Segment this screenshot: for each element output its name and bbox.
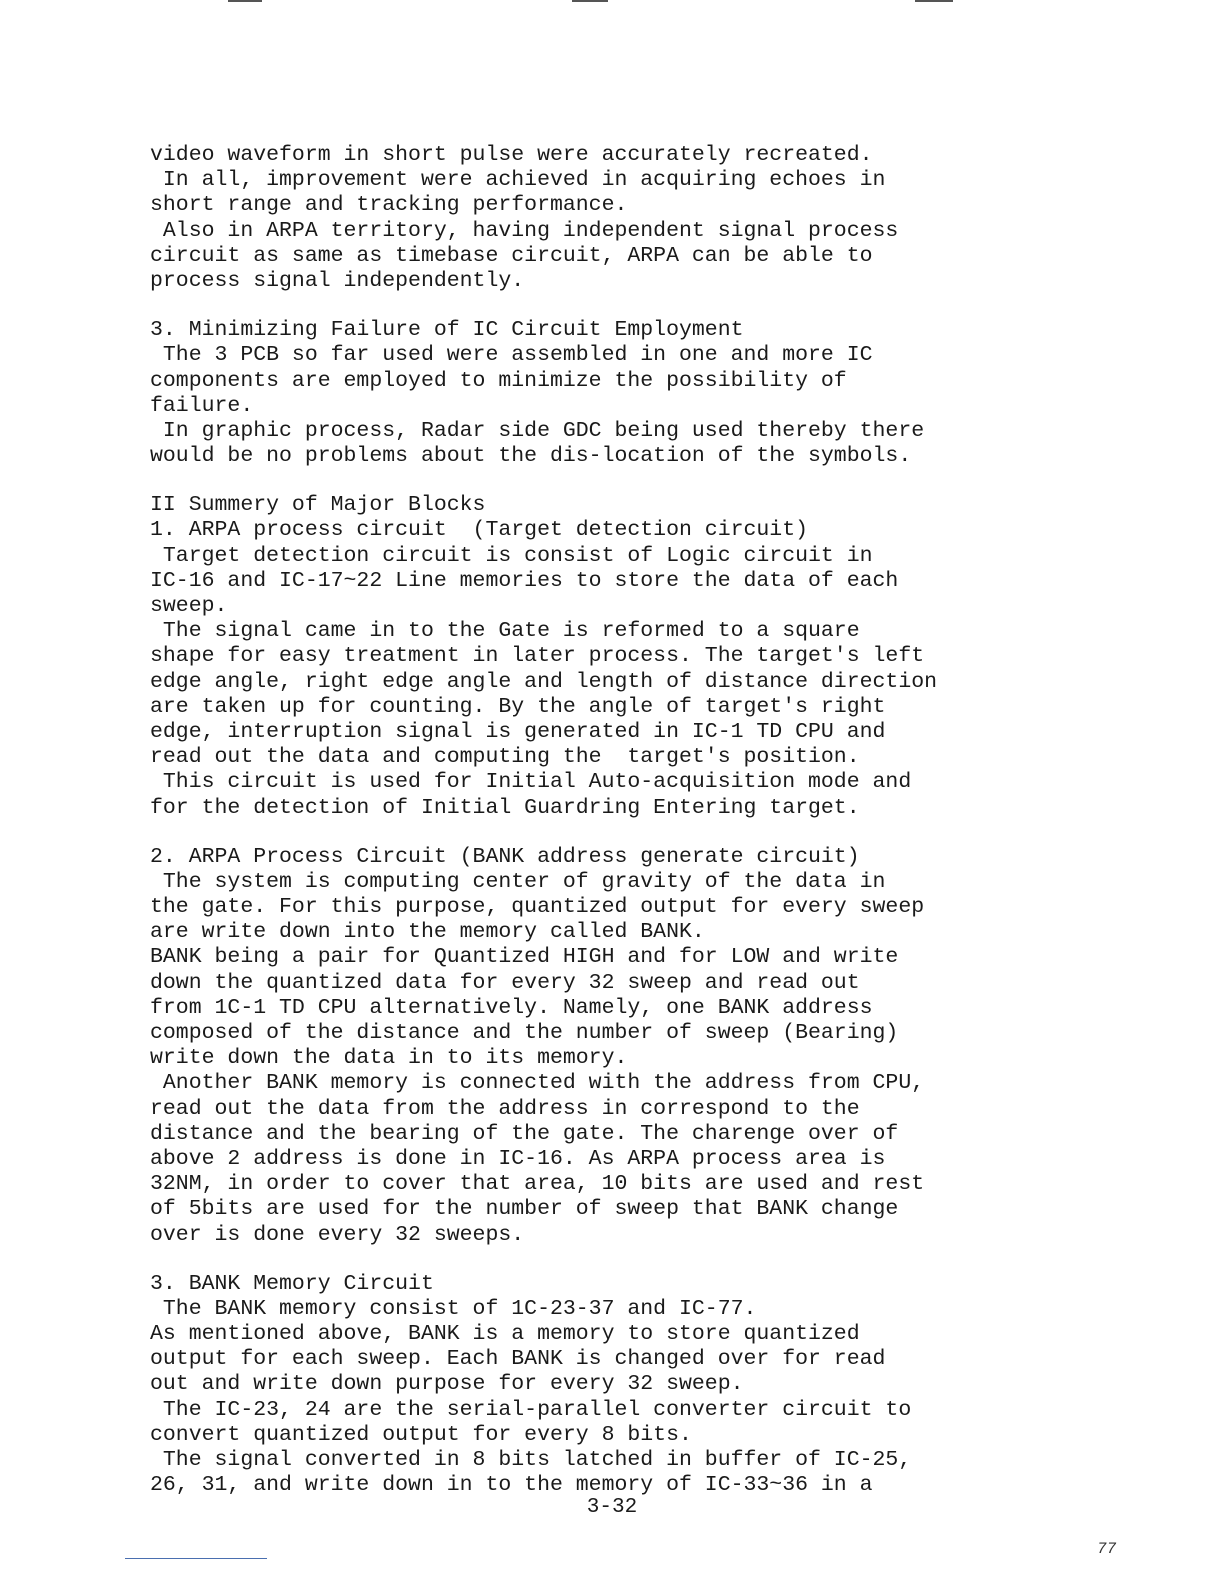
paragraph-gap <box>150 294 1160 318</box>
text-line: 1. ARPA process circuit (Target detection circuit) <box>150 518 809 543</box>
text-line: 3. Minimizing Failure of IC Circuit Employment <box>150 318 744 343</box>
text-line: Another BANK memory is connected with the address from CPU, <box>150 1071 925 1096</box>
text-line: The system is computing center of gravity of the data in <box>150 869 886 894</box>
paragraph-gap <box>150 469 1160 493</box>
text-line: II Summery of Major Blocks <box>150 493 486 518</box>
text-line: of 5bits are used for the number of sweep that BANK change <box>150 1197 899 1222</box>
text-line: Target detection circuit is consist of Logic circuit in <box>150 543 873 568</box>
text-line: edge, interruption signal is generated in IC-1 TD CPU and <box>150 719 886 744</box>
text-line: shape for easy treatment in later process. The target's left <box>150 644 925 669</box>
text-line: 32NM, in order to cover that area, 10 bits are used and rest <box>150 1172 925 1197</box>
text-line: This circuit is used for Initial Auto-acquisition mode and <box>150 770 912 795</box>
text-line: from 1C-1 TD CPU alternatively. Namely, one BANK address <box>150 995 873 1020</box>
text-line: write down the data in to its memory. <box>150 1046 628 1071</box>
paragraph <box>150 143 1160 294</box>
text-line: In all, improvement were achieved in acquiring echoes in <box>150 168 886 193</box>
scan-mark-right <box>915 0 953 2</box>
text-line: As mentioned above, BANK is a memory to store quantized <box>150 1322 860 1347</box>
page-number: 3-32 <box>586 1496 638 1519</box>
text-line: are write down into the memory called BANK. <box>150 920 705 945</box>
text-line: BANK being a pair for Quantized HIGH and for LOW and write <box>150 945 899 970</box>
text-line: In graphic process, Radar side GDC being used thereby there <box>150 418 925 443</box>
text-line: video waveform in short pulse were accurately recreated. <box>150 143 873 167</box>
text-line: down the quantized data for every 32 sweep and read out <box>150 970 860 995</box>
text-line: read out the data and computing the target's position. <box>150 745 860 770</box>
text-line: The IC-23, 24 are the serial-parallel converter circuit to <box>150 1397 912 1422</box>
paragraph <box>150 493 1160 820</box>
text-line: output for each sweep. Each BANK is changed over for read <box>150 1347 886 1372</box>
text-line: The signal came in to the Gate is reformed to a square <box>150 619 860 644</box>
text-line: process signal independently. <box>150 268 525 293</box>
scan-mark-left <box>228 0 262 2</box>
scan-mark-center <box>572 0 608 2</box>
paragraph-gap <box>150 1248 1160 1272</box>
text-line: components are employed to minimize the possibility of <box>150 368 847 393</box>
text-line: would be no problems about the dis-location of the symbols. <box>150 444 912 469</box>
text-line: 2. ARPA Process Circuit (BANK address generate circuit) <box>150 844 860 869</box>
text-line: edge angle, right edge angle and length of distance direction <box>150 669 938 694</box>
text-line: 3. BANK Memory Circuit <box>150 1271 434 1296</box>
text-line: the gate. For this purpose, quantized output for every sweep <box>150 895 925 920</box>
text-line: short range and tracking performance. <box>150 193 628 218</box>
text-line: above 2 address is done in IC-16. As ARPA process area is <box>150 1146 886 1171</box>
corner-handwritten-note: 77 <box>1097 1540 1117 1558</box>
text-line: composed of the distance and the number of sweep (Bearing) <box>150 1021 899 1045</box>
text-line: IC-16 and IC-17~22 Line memories to store the data of each <box>150 568 899 593</box>
text-line: are taken up for counting. By the angle of target's right <box>150 694 886 719</box>
paragraph-gap <box>150 821 1160 845</box>
paragraph <box>150 1272 1160 1499</box>
text-line: The signal converted in 8 bits latched in buffer of IC-25, <box>150 1448 912 1472</box>
document-body <box>150 143 1160 1498</box>
underline-mark <box>125 1558 267 1559</box>
text-line: Also in ARPA territory, having independent signal process <box>150 218 899 243</box>
text-line: sweep. <box>150 594 228 618</box>
text-line: 26, 31, and write down in to the memory of IC-33~36 in a <box>150 1473 873 1498</box>
text-line: The 3 PCB so far used were assembled in one and more IC <box>150 343 873 368</box>
text-line: circuit as same as timebase circuit, ARPA can be able to <box>150 243 873 268</box>
text-line: failure. <box>150 393 254 418</box>
paragraph <box>150 318 1160 469</box>
text-line: convert quantized output for every 8 bits. <box>150 1422 692 1447</box>
text-line: out and write down purpose for every 32 sweep. <box>150 1372 744 1397</box>
text-line: for the detection of Initial Guardring Entering target. <box>150 795 860 820</box>
text-line: read out the data from the address in correspond to the <box>150 1096 860 1121</box>
paragraph <box>150 845 1160 1248</box>
text-line: over is done every 32 sweeps. <box>150 1222 525 1247</box>
text-line: distance and the bearing of the gate. The charenge over of <box>150 1121 899 1146</box>
text-line: The BANK memory consist of 1C-23-37 and IC-77. <box>150 1296 757 1321</box>
